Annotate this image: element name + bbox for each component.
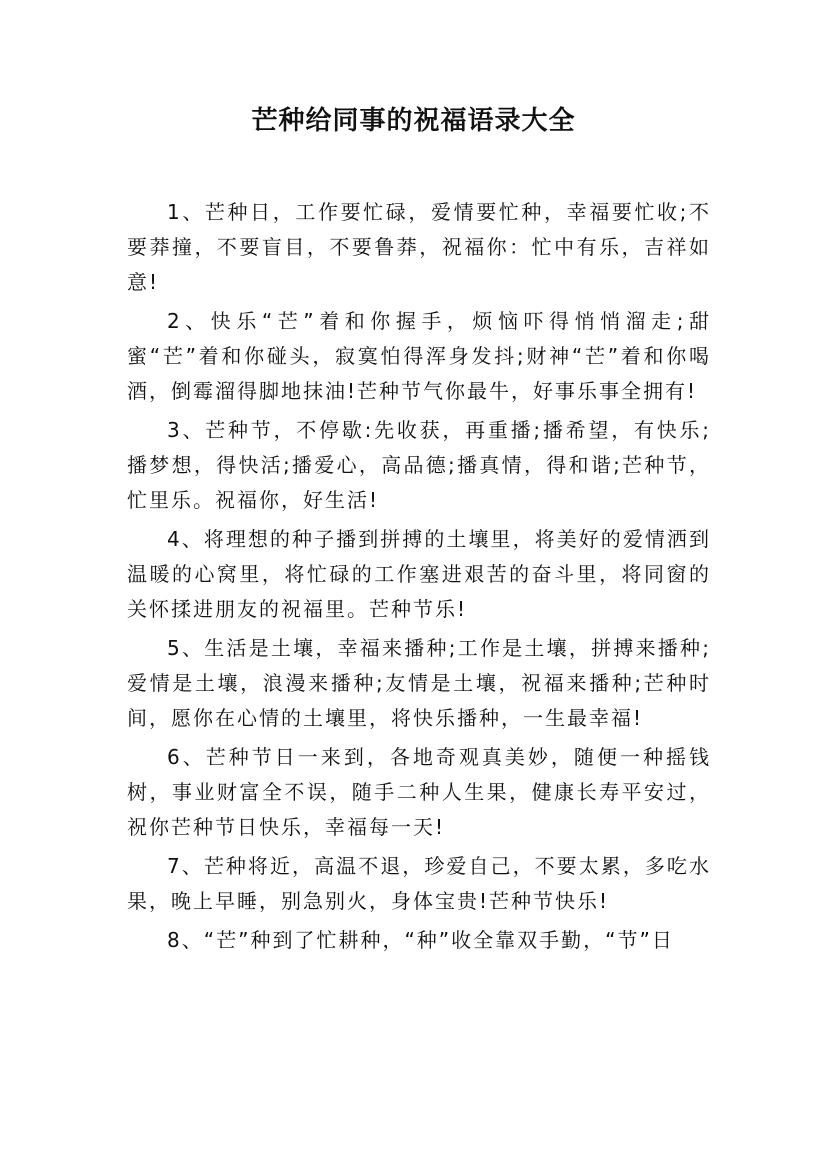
paragraph-5: 5、生活是土壤，幸福来播种;工作是土壤，拼搏来播种;爱情是土壤，浪漫来播种;友情是土壤，祝福来播种;芒种时间，愿你在心情的土壤里，将快乐播种，一生最幸福! [127, 636, 711, 730]
paragraph-8: 8、“芒”种到了忙耕种，“种”收全靠双手勤，“节”日 [167, 928, 674, 952]
paragraph-4: 4、将理想的种子播到拼搏的土壤里，将美好的爱情洒到温暖的心窝里，将忙碌的工作塞进艰苦的奋斗里，将同窗的关怀揉进朋友的祝福里。芒种节乐! [127, 527, 711, 621]
paragraph-6: 6、芒种节日一来到，各地奇观真美妙，随便一种摇钱树，事业财富全不误，随手二种人生果，健康长寿平安过，祝你芒种节日快乐，幸福每一天! [127, 745, 711, 839]
paragraph-3: 3、芒种节，不停歇:先收获，再重播;播希望，有快乐;播梦想，得快活;播爱心，高品德;播真情，得和谐;芒种节，忙里乐。祝福你，好生活! [127, 418, 711, 512]
paragraph-1: 1、芒种日，工作要忙碌，爱情要忙种，幸福要忙收;不要莽撞，不要盲目，不要鲁莽，祝福你：忙中有乐，吉祥如意! [127, 200, 711, 294]
paragraph-2: 2、快乐“芒”着和你握手，烦恼吓得悄悄溜走;甜蜜“芒”着和你碰头，寂寞怕得浑身发抖;财神“芒”着和你喝酒，倒霉溜得脚地抹油!芒种节气你最牛，好事乐事全拥有! [127, 309, 711, 403]
paragraph-7: 7、芒种将近，高温不退，珍爱自己，不要太累，多吃水果，晚上早睡，别急别火，身体宝贵!芒种节快乐! [127, 854, 711, 913]
document-body [127, 195, 711, 962]
document-title: 芒种给同事的祝福语录大全 [251, 106, 576, 136]
